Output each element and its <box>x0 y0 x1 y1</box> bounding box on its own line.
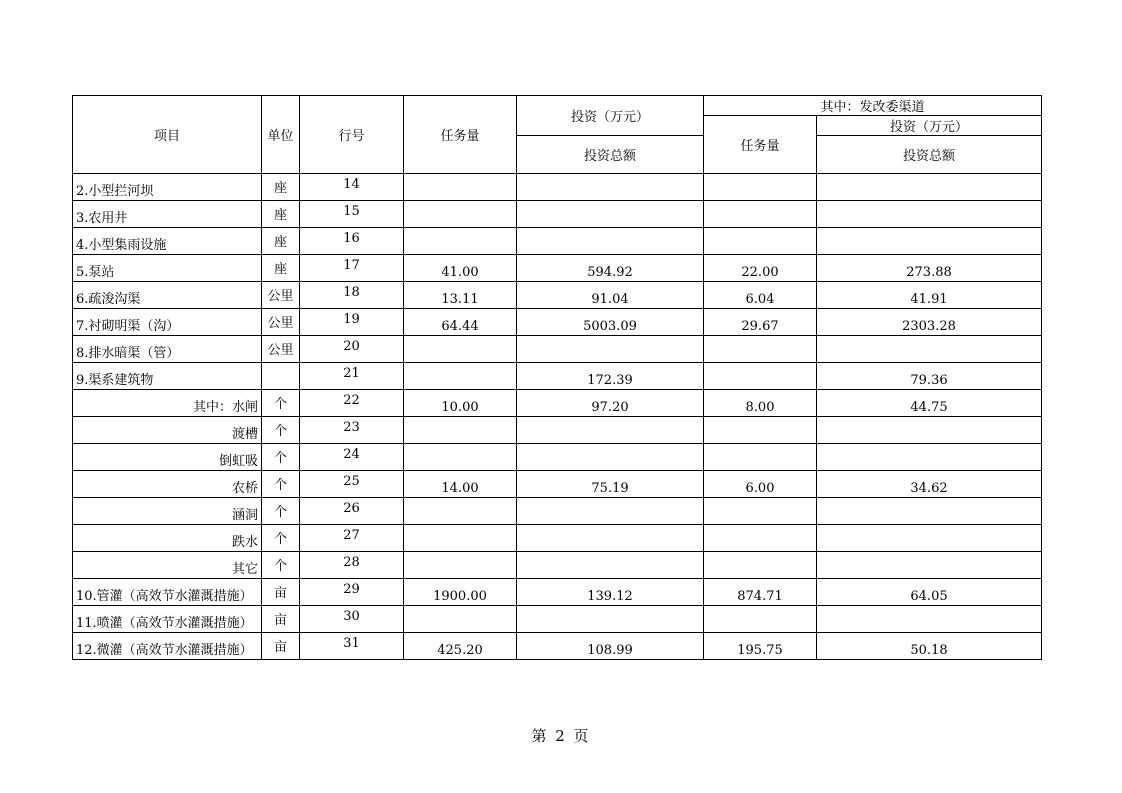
row-ndrc-total-investment-cell <box>817 552 1042 579</box>
row-ndrc-task-qty-cell: 8.00 <box>704 390 817 417</box>
row-total-investment-cell <box>517 336 704 363</box>
row-item-cell: 11.喷灌（高效节水灌溉措施） <box>73 606 262 633</box>
row-unit-cell: 个 <box>262 498 300 525</box>
row-number-cell: 18 <box>300 282 404 309</box>
header-total-investment: 投资总额 <box>517 136 704 174</box>
row-total-investment-cell: 91.04 <box>517 282 704 309</box>
table-row <box>73 471 1042 498</box>
row-total-investment-cell <box>517 417 704 444</box>
row-task-qty-cell: 14.00 <box>404 471 517 498</box>
header-investment: 投资（万元） <box>517 96 704 136</box>
row-ndrc-total-investment-cell <box>817 417 1042 444</box>
row-unit-cell: 座 <box>262 201 300 228</box>
row-ndrc-total-investment-cell <box>817 174 1042 201</box>
row-ndrc-task-qty-cell: 6.04 <box>704 282 817 309</box>
table-row <box>73 579 1042 606</box>
row-number-cell: 17 <box>300 255 404 282</box>
row-number-cell: 16 <box>300 228 404 255</box>
row-total-investment-cell <box>517 606 704 633</box>
row-ndrc-total-investment-cell <box>817 201 1042 228</box>
row-ndrc-total-investment-cell: 2303.28 <box>817 309 1042 336</box>
row-total-investment-cell: 97.20 <box>517 390 704 417</box>
row-unit-cell: 亩 <box>262 606 300 633</box>
row-item-cell: 12.微灌（高效节水灌溉措施） <box>73 633 262 660</box>
row-number-cell: 21 <box>300 363 404 390</box>
header-ndrc-task-qty: 任务量 <box>704 116 817 174</box>
row-ndrc-total-investment-cell <box>817 498 1042 525</box>
page-number: 第 2 页 <box>531 727 591 745</box>
row-unit-cell: 个 <box>262 444 300 471</box>
row-total-investment-cell <box>517 498 704 525</box>
row-ndrc-task-qty-cell: 6.00 <box>704 471 817 498</box>
row-ndrc-total-investment-cell <box>817 525 1042 552</box>
row-number-cell: 27 <box>300 525 404 552</box>
table-row <box>73 336 1042 363</box>
table-row <box>73 201 1042 228</box>
row-task-qty-cell <box>404 525 517 552</box>
table-row <box>73 498 1042 525</box>
row-total-investment-cell <box>517 174 704 201</box>
row-ndrc-task-qty-cell <box>704 444 817 471</box>
row-ndrc-total-investment-cell <box>817 606 1042 633</box>
row-number-cell: 23 <box>300 417 404 444</box>
row-ndrc-total-investment-cell: 50.18 <box>817 633 1042 660</box>
row-ndrc-total-investment-cell: 41.91 <box>817 282 1042 309</box>
row-number-cell: 31 <box>300 633 404 660</box>
row-ndrc-task-qty-cell: 195.75 <box>704 633 817 660</box>
row-item-cell: 涵洞 <box>73 498 262 525</box>
row-total-investment-cell: 108.99 <box>517 633 704 660</box>
row-unit-cell: 公里 <box>262 336 300 363</box>
row-unit-cell: 座 <box>262 255 300 282</box>
header-unit: 单位 <box>262 96 300 174</box>
row-item-cell: 9.渠系建筑物 <box>73 363 262 390</box>
row-item-cell: 2.小型拦河坝 <box>73 174 262 201</box>
row-ndrc-task-qty-cell: 29.67 <box>704 309 817 336</box>
row-unit-cell: 公里 <box>262 282 300 309</box>
row-ndrc-total-investment-cell <box>817 444 1042 471</box>
row-number-cell: 24 <box>300 444 404 471</box>
row-ndrc-task-qty-cell <box>704 363 817 390</box>
table-row <box>73 444 1042 471</box>
row-number-cell: 20 <box>300 336 404 363</box>
row-number-cell: 29 <box>300 579 404 606</box>
row-unit-cell <box>262 363 300 390</box>
row-task-qty-cell <box>404 552 517 579</box>
row-unit-cell: 亩 <box>262 633 300 660</box>
row-number-cell: 22 <box>300 390 404 417</box>
row-total-investment-cell <box>517 552 704 579</box>
table-row <box>73 390 1042 417</box>
row-task-qty-cell <box>404 444 517 471</box>
table-row <box>73 525 1042 552</box>
row-ndrc-total-investment-cell: 79.36 <box>817 363 1042 390</box>
header-ndrc-total-investment: 投资总额 <box>817 136 1042 174</box>
row-total-investment-cell <box>517 228 704 255</box>
row-unit-cell: 个 <box>262 390 300 417</box>
row-total-investment-cell: 75.19 <box>517 471 704 498</box>
table-row <box>73 255 1042 282</box>
row-ndrc-task-qty-cell <box>704 336 817 363</box>
row-total-investment-cell: 5003.09 <box>517 309 704 336</box>
row-item-cell: 跌水 <box>73 525 262 552</box>
row-item-cell: 8.排水暗渠（管） <box>73 336 262 363</box>
row-total-investment-cell <box>517 201 704 228</box>
row-task-qty-cell: 10.00 <box>404 390 517 417</box>
row-unit-cell: 个 <box>262 525 300 552</box>
investment-table <box>72 95 1042 660</box>
row-task-qty-cell: 41.00 <box>404 255 517 282</box>
table-row <box>73 282 1042 309</box>
row-total-investment-cell <box>517 525 704 552</box>
row-ndrc-task-qty-cell <box>704 417 817 444</box>
row-total-investment-cell: 139.12 <box>517 579 704 606</box>
row-task-qty-cell: 13.11 <box>404 282 517 309</box>
row-number-cell: 25 <box>300 471 404 498</box>
row-ndrc-task-qty-cell <box>704 201 817 228</box>
row-number-cell: 26 <box>300 498 404 525</box>
header-row-no: 行号 <box>300 96 404 174</box>
row-ndrc-total-investment-cell: 273.88 <box>817 255 1042 282</box>
header-ndrc-investment: 投资（万元） <box>817 116 1042 136</box>
table-row <box>73 309 1042 336</box>
row-ndrc-task-qty-cell <box>704 606 817 633</box>
row-item-cell: 3.农用井 <box>73 201 262 228</box>
row-unit-cell: 公里 <box>262 309 300 336</box>
row-unit-cell: 个 <box>262 552 300 579</box>
row-task-qty-cell <box>404 498 517 525</box>
row-item-cell: 7.衬砌明渠（沟） <box>73 309 262 336</box>
row-number-cell: 19 <box>300 309 404 336</box>
row-task-qty-cell <box>404 336 517 363</box>
row-item-cell: 倒虹吸 <box>73 444 262 471</box>
row-number-cell: 28 <box>300 552 404 579</box>
row-ndrc-total-investment-cell: 34.62 <box>817 471 1042 498</box>
row-task-qty-cell <box>404 363 517 390</box>
row-item-cell: 农桥 <box>73 471 262 498</box>
table-row <box>73 633 1042 660</box>
table-row <box>73 228 1042 255</box>
row-task-qty-cell <box>404 606 517 633</box>
row-total-investment-cell: 172.39 <box>517 363 704 390</box>
row-unit-cell: 座 <box>262 228 300 255</box>
row-task-qty-cell: 1900.00 <box>404 579 517 606</box>
row-task-qty-cell <box>404 417 517 444</box>
row-number-cell: 14 <box>300 174 404 201</box>
table-row <box>73 174 1042 201</box>
row-unit-cell: 座 <box>262 174 300 201</box>
table-row <box>73 363 1042 390</box>
row-ndrc-total-investment-cell <box>817 336 1042 363</box>
row-ndrc-task-qty-cell <box>704 525 817 552</box>
row-item-cell: 10.管灌（高效节水灌溉措施） <box>73 579 262 606</box>
row-total-investment-cell: 594.92 <box>517 255 704 282</box>
row-task-qty-cell <box>404 228 517 255</box>
row-ndrc-total-investment-cell: 64.05 <box>817 579 1042 606</box>
row-ndrc-task-qty-cell: 874.71 <box>704 579 817 606</box>
row-unit-cell: 个 <box>262 471 300 498</box>
row-item-cell: 4.小型集雨设施 <box>73 228 262 255</box>
row-total-investment-cell <box>517 444 704 471</box>
header-item: 项目 <box>73 96 262 174</box>
row-ndrc-task-qty-cell <box>704 174 817 201</box>
row-number-cell: 30 <box>300 606 404 633</box>
header-ndrc-group: 其中：发改委渠道 <box>704 96 1042 116</box>
row-item-cell: 5.泵站 <box>73 255 262 282</box>
table-row <box>73 606 1042 633</box>
row-ndrc-total-investment-cell <box>817 228 1042 255</box>
row-item-cell: 其它 <box>73 552 262 579</box>
row-ndrc-task-qty-cell <box>704 228 817 255</box>
row-unit-cell: 个 <box>262 417 300 444</box>
row-item-cell: 渡槽 <box>73 417 262 444</box>
row-task-qty-cell: 64.44 <box>404 309 517 336</box>
row-ndrc-task-qty-cell <box>704 498 817 525</box>
row-item-cell: 6.疏浚沟渠 <box>73 282 262 309</box>
row-number-cell: 15 <box>300 201 404 228</box>
table-row <box>73 417 1042 444</box>
header-task-qty: 任务量 <box>404 96 517 174</box>
row-task-qty-cell <box>404 201 517 228</box>
row-ndrc-task-qty-cell <box>704 552 817 579</box>
row-ndrc-task-qty-cell: 22.00 <box>704 255 817 282</box>
row-task-qty-cell <box>404 174 517 201</box>
table-row <box>73 552 1042 579</box>
row-ndrc-total-investment-cell: 44.75 <box>817 390 1042 417</box>
row-item-cell: 其中：水闸 <box>73 390 262 417</box>
row-unit-cell: 亩 <box>262 579 300 606</box>
row-task-qty-cell: 425.20 <box>404 633 517 660</box>
